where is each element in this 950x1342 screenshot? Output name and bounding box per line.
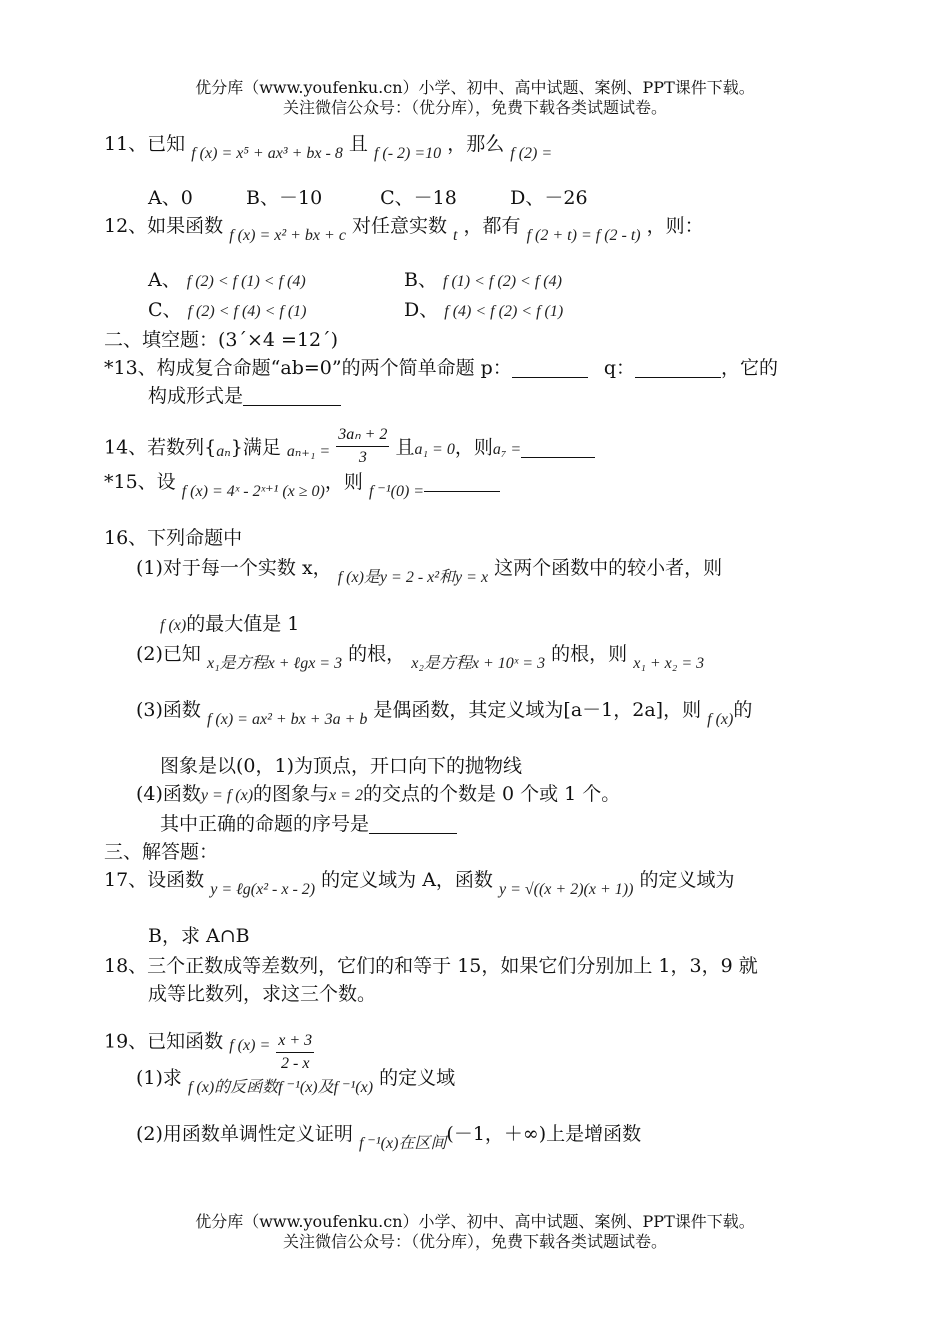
- q19-item-1-formula: f (x)的反函数f ⁻¹(x)及f ⁻¹(x): [187, 1079, 374, 1096]
- q14-fraction: [336, 424, 389, 469]
- q17-number: 17、设函数: [104, 869, 205, 891]
- footer-banner: [0, 1212, 950, 1252]
- q12-text-1: 对任意实数: [351, 215, 447, 237]
- q11-number: 11、已知: [104, 133, 186, 155]
- header-banner: [0, 78, 950, 118]
- q13-line-2: [148, 384, 341, 408]
- q12-text-3: ，则：: [646, 215, 704, 237]
- q19-item-2-text-b: (－1，＋∞)上是增函数: [446, 1123, 642, 1145]
- q19-item-2-text-a: (2)用函数单调性定义证明: [136, 1123, 353, 1145]
- q16-answer-line: [160, 812, 457, 836]
- q13-blank-p: [512, 357, 588, 378]
- banner-line-1: 优分库（www.youfenku.cn）小学、初中、高中试题、案例、PPT课件下载。: [195, 78, 755, 97]
- question-13: [104, 356, 778, 380]
- q14-fraction-denominator: 3: [358, 449, 367, 466]
- q14-number: 14、若数列{: [104, 436, 217, 459]
- q16-item-2-text-a: (2)已知: [136, 643, 201, 665]
- q11-formula-1: f (x) = x⁵ + ax³ + bx - 8: [191, 145, 343, 162]
- section-2-heading: 二、填空题：(3´×4 =12´): [104, 329, 339, 351]
- q19-number: 19、已知函数: [104, 1030, 224, 1053]
- q13-blank-q: [635, 357, 721, 378]
- q12-formula-2: t: [453, 227, 458, 244]
- q16-item-4-text-a: (4)函数: [136, 783, 201, 805]
- q14-text-2: 且: [395, 436, 415, 459]
- q11-option-d: D、－26: [510, 187, 588, 209]
- q12-option-c-label: C、: [148, 299, 182, 321]
- section-3-heading: 三、解答题：: [104, 841, 219, 863]
- q17-formula-1: y = ℓg(x² - x - 2): [210, 881, 316, 898]
- q13-q-label: q：: [603, 357, 636, 379]
- q12-number: 12、如果函数: [104, 215, 224, 237]
- q17-formula-2: y = √((x + 2)(x + 1)): [498, 881, 634, 898]
- banner-line-2: 关注微信公众号：（优分库），免费下载各类试题试卷。: [282, 98, 667, 117]
- q13-blank-form: [243, 385, 341, 406]
- q15-formula-1: f (x) = 4ˣ - 2ˣ⁺¹ (x ≥ 0): [181, 483, 325, 500]
- q12-text-2: ，都有: [463, 215, 521, 237]
- q12-option-d-label: D、: [404, 299, 439, 321]
- q16-item-1-line-2: [160, 612, 299, 638]
- question-12: [104, 214, 704, 244]
- q12-option-c: f (2) < f (4) < f (1): [187, 303, 307, 320]
- q16-item-1-text-c: 的最大值是 1: [186, 613, 300, 635]
- q16-item-1-formula: f (x)是y = 2 - x²和y = x: [337, 569, 489, 586]
- q17-line-2: B，求 A∩B: [148, 925, 250, 947]
- q19-fraction-numerator: x + 3: [276, 1030, 314, 1053]
- q11-option-a: A、0: [148, 187, 193, 209]
- q16-item-1-text-a: (1)对于每一个实数 x，: [136, 557, 332, 579]
- footer-line-2: 关注微信公众号：（优分库），免费下载各类试题试卷。: [282, 1232, 667, 1251]
- q11-text-1: 且: [348, 133, 368, 155]
- q13-tail: ，它的: [721, 357, 779, 379]
- q14-lhs: aₙ₊₁ =: [286, 442, 331, 460]
- q11-option-c: C、－18: [380, 187, 457, 209]
- q16-item-1: [136, 556, 723, 586]
- q14-a1: a₁ = 0: [414, 440, 455, 458]
- q14-an: aₙ: [216, 442, 231, 460]
- q16-item-3-formula-2: f (x): [707, 711, 734, 728]
- q19-item-1-text-a: (1)求: [136, 1067, 182, 1089]
- q16-item-4: [136, 782, 620, 808]
- q15-blank: [424, 483, 500, 492]
- q19-item-2: [136, 1122, 642, 1152]
- question-15: [104, 470, 500, 500]
- q16-item-4-formula-2: x = 2: [329, 787, 363, 804]
- q15-formula-2: f ⁻¹(0) =: [368, 483, 425, 500]
- q16-blank: [369, 813, 457, 834]
- q13-text: *13、构成复合命题“ab=0”的两个简单命题 p：: [104, 357, 512, 379]
- q18-line-2: 成等比数列，求这三个数。: [148, 983, 377, 1005]
- footer-line-1: 优分库（www.youfenku.cn）小学、初中、高中试题、案例、PPT课件下载。: [195, 1212, 755, 1231]
- q16-item-3-line-2: 图象是以(0，1)为顶点，开口向下的抛物线: [160, 755, 523, 777]
- q16-item-2-text-b: 的根，: [348, 643, 406, 665]
- q16-item-4-text-b: 的图象与: [253, 783, 330, 805]
- q19-item-1-text-b: 的定义域: [379, 1067, 456, 1089]
- q12-option-a-label: A、: [148, 269, 181, 291]
- q12-options-row-2b: [404, 298, 563, 324]
- q12-formula-3: f (2 + t) = f (2 - t): [526, 227, 641, 244]
- q12-option-a: f (2) < f (1) < f (4): [186, 273, 306, 290]
- q14-blank: [521, 437, 595, 458]
- q12-option-b: f (1) < f (2) < f (4): [443, 273, 562, 290]
- q19-lhs: f (x) =: [229, 1036, 271, 1054]
- q12-options-row-2: [148, 298, 307, 324]
- q17-text-1: 的定义域为 A，函数: [321, 869, 493, 891]
- q16-item-3: [136, 698, 753, 728]
- q11-option-b: B、－10: [246, 187, 323, 209]
- question-19: [104, 1020, 314, 1072]
- q16-item-3-formula-1: f (x) = ax² + bx + 3a + b: [206, 711, 368, 728]
- q14-text-1: }满足: [230, 436, 281, 459]
- q11-formula-3: f (2) =: [510, 145, 553, 162]
- q16-item-2-formula-1: x₁是方程x + ℓgx = 3: [206, 655, 343, 672]
- q11-options: [148, 186, 588, 210]
- q12-options-row-1b: [404, 268, 562, 294]
- q12-options-row-1: [148, 268, 306, 294]
- q12-option-b-label: B、: [404, 269, 437, 291]
- q17-text-2: 的定义域为: [639, 869, 735, 891]
- q16-item-4-formula-1: y = f (x): [200, 787, 254, 804]
- q19-fraction-denominator: 2 - x: [281, 1055, 310, 1072]
- q14-text-3: ，则: [454, 436, 493, 459]
- q16-item-1-formula-2: f (x): [160, 617, 187, 634]
- q16-item-3-text-a: (3)函数: [136, 699, 201, 721]
- q16-item-4-text-c: 的交点的个数是 0 个或 1 个。: [362, 783, 621, 805]
- q16-heading: 16、下列命题中: [104, 527, 243, 549]
- q16-answer-text: 其中正确的命题的序号是: [160, 813, 370, 835]
- q15-number: *15、设: [104, 471, 176, 493]
- q16-item-1-text-b: 这两个函数中的较小者，则: [494, 557, 723, 579]
- question-14: [104, 426, 595, 471]
- q16-item-3-text-b: 是偶函数，其定义域为[a－1，2a]，则: [373, 699, 702, 721]
- question-11: [104, 132, 553, 162]
- q11-formula-2: f (- 2) =10: [373, 145, 442, 162]
- q15-text-1: ，则: [324, 471, 363, 493]
- q14-a7: a₇ =: [492, 440, 522, 458]
- q19-item-1: [136, 1066, 456, 1096]
- q12-option-d: f (4) < f (2) < f (1): [444, 303, 564, 320]
- q16-item-2: [136, 642, 705, 672]
- q16-item-3-text-c: 的: [733, 699, 753, 721]
- question-17: [104, 868, 735, 898]
- q16-item-2-formula-2: x₂是方程x + 10ˣ = 3: [411, 655, 546, 672]
- q14-fraction-numerator: 3aₙ + 2: [336, 424, 389, 447]
- q11-text-2: ，那么: [447, 133, 505, 155]
- q16-item-2-formula-3: x₁ + x₂ = 3: [633, 655, 705, 672]
- q13-text-2: 构成形式是: [148, 385, 244, 407]
- q16-item-2-text-c: 的根，则: [551, 643, 628, 665]
- q19-item-2-formula: f ⁻¹(x)在区间: [358, 1135, 447, 1152]
- q12-formula-1: f (x) = x² + bx + c: [229, 227, 346, 244]
- q18-line-1: 18、三个正数成等差数列，它们的和等于 15，如果它们分别加上 1，3，9 就: [104, 955, 758, 977]
